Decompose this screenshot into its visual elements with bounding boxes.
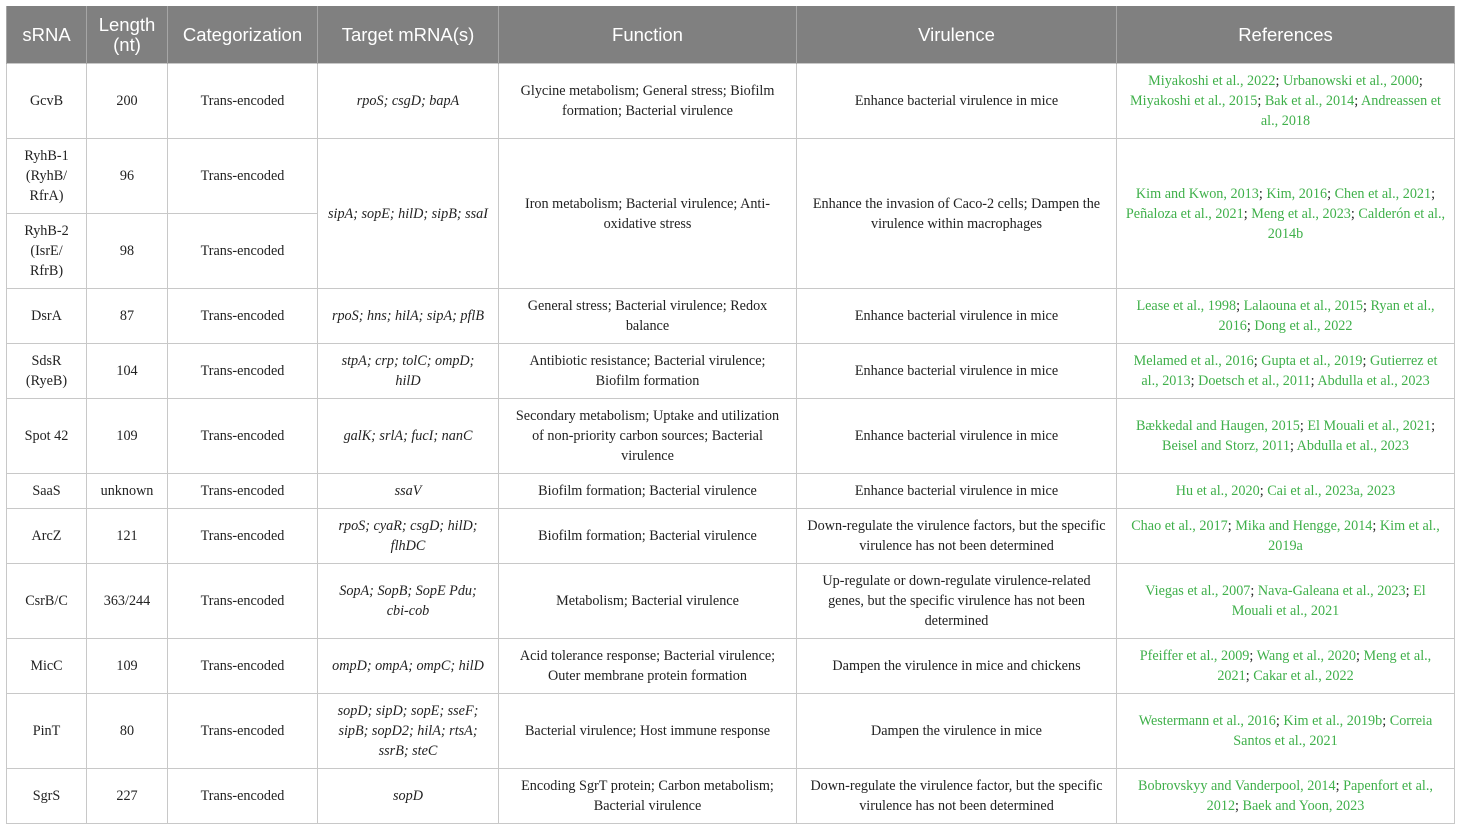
reference-link[interactable]: Peñaloza et al., 2021 [1125,205,1244,222]
table-row [7,399,1455,474]
cell-references [1117,769,1455,824]
reference-link[interactable]: Baek and Yoon, 2023 [1242,798,1365,814]
col-header-length: Length (nt) [87,6,168,64]
cell-function: Secondary metabolism; Uptake and utilization of non-priority carbon sources; Bacterial virulence [499,399,797,474]
cell-virulence: Enhance bacterial virulence in mice [797,289,1117,344]
cell-function: Metabolism; Bacterial virulence [499,564,797,639]
cell-category: Trans-encoded [168,64,318,139]
cell-function: Biofilm formation; Bacterial virulence [499,474,797,509]
cell-srna: GcvB [7,64,87,139]
reference-separator: ; [1362,353,1371,369]
col-header-targets: Target mRNA(s) [318,6,499,64]
reference-separator: ; [1275,73,1283,89]
reference-separator: ; [1250,583,1258,599]
cell-references [1117,639,1455,694]
cell-targets: galK; srlA; fucI; nanC [318,399,499,474]
cell-category: Trans-encoded [168,344,318,399]
cell-category: Trans-encoded [168,214,318,289]
cell-function: Iron metabolism; Bacterial virulence; Anti-oxidative stress [499,139,797,289]
reference-link[interactable]: Gupta et al., 2019 [1261,353,1363,369]
cell-function: Acid tolerance response; Bacterial virulence; Outer membrane protein formation [499,639,797,694]
cell-virulence: Enhance bacterial virulence in mice [797,64,1117,139]
reference-separator: ; [1350,205,1359,222]
reference-link[interactable]: Miyakoshi et al., 2022 [1148,73,1276,89]
reference-link[interactable]: Bak et al., 2014 [1264,93,1355,109]
reference-separator: ; [1431,418,1436,434]
reference-link[interactable]: Kim and Kwon, 2013 [1135,185,1259,202]
reference-link[interactable]: Beisel and Storz, 2011 [1162,438,1290,454]
reference-link[interactable]: Urbanowski et al., 2000 [1282,73,1419,89]
reference-link[interactable]: Pfeiffer et al., 2009 [1139,648,1250,664]
reference-separator: ; [1227,518,1236,534]
cell-virulence: Enhance bacterial virulence in mice [797,474,1117,509]
reference-separator: ; [1327,185,1335,202]
reference-separator: ; [1275,713,1284,729]
cell-length: 363/244 [87,564,168,639]
reference-link[interactable]: Lalaouna et al., 2015 [1243,298,1363,314]
table-row [7,509,1455,564]
reference-separator: ; [1363,298,1371,314]
reference-separator: ; [1257,93,1265,109]
cell-srna: CsrB/C [7,564,87,639]
reference-link[interactable]: Lease et al., 1998 [1136,298,1237,314]
cell-srna: SgrS [7,769,87,824]
reference-separator: ; [1382,713,1390,729]
reference-link[interactable]: Ryan et al., 2016 [1218,298,1435,334]
reference-link[interactable]: Gutierrez et al., 2013 [1141,353,1438,389]
reference-link[interactable]: El Mouali et al., 2021 [1231,583,1426,619]
reference-link[interactable]: Miyakoshi et al., 2015 [1130,93,1258,109]
reference-separator: ; [1299,418,1308,434]
cell-virulence: Dampen the virulence in mice and chickens [797,639,1117,694]
cell-srna: SdsR (RyeB) [7,344,87,399]
reference-separator: ; [1249,648,1257,664]
reference-link[interactable]: Hu et al., 2020 [1175,483,1260,499]
reference-link[interactable]: Kim et al., 2019a [1268,518,1440,554]
cell-length: 87 [87,289,168,344]
cell-virulence: Up-regulate or down-regulate virulence-related genes, but the specific virulence has not been determined [797,564,1117,639]
reference-link[interactable]: Chen et al., 2021 [1334,185,1432,202]
col-header-categorization: Categorization [168,6,318,64]
reference-link[interactable]: Abdulla et al., 2023 [1317,373,1430,389]
reference-separator: ; [1355,648,1364,664]
cell-references [1117,139,1455,289]
cell-length: 109 [87,399,168,474]
reference-separator: ; [1235,798,1243,814]
reference-link[interactable]: Bækkedal and Haugen, 2015 [1135,418,1300,434]
reference-separator: ; [1243,205,1252,222]
cell-references [1117,344,1455,399]
cell-length: 109 [87,639,168,694]
cell-category: Trans-encoded [168,639,318,694]
reference-link[interactable]: Cai et al., 2023a, 2023 [1267,483,1396,499]
cell-length: 200 [87,64,168,139]
reference-link[interactable]: Meng et al., 2023 [1251,205,1351,222]
reference-link[interactable]: Correia Santos et al., 2021 [1233,713,1433,749]
cell-length: 98 [87,214,168,289]
cell-category: Trans-encoded [168,474,318,509]
cell-length: 104 [87,344,168,399]
cell-category: Trans-encoded [168,139,318,214]
cell-category: Trans-encoded [168,399,318,474]
cell-targets: rpoS; cyaR; csgD; hilD; flhDC [318,509,499,564]
col-header-references: References [1117,6,1455,64]
reference-separator: ; [1431,185,1436,202]
cell-function: General stress; Bacterial virulence; Redox balance [499,289,797,344]
cell-srna: DsrA [7,289,87,344]
reference-link[interactable]: Chao et al., 2017 [1131,518,1228,534]
cell-function: Biofilm formation; Bacterial virulence [499,509,797,564]
reference-separator: ; [1335,778,1344,794]
cell-targets: rpoS; csgD; bapA [318,64,499,139]
cell-references [1117,694,1455,769]
cell-virulence: Enhance bacterial virulence in mice [797,399,1117,474]
cell-length: 121 [87,509,168,564]
reference-separator: ; [1190,373,1199,389]
cell-srna: SaaS [7,474,87,509]
cell-srna: PinT [7,694,87,769]
cell-srna: ArcZ [7,509,87,564]
col-header-srna: sRNA [7,6,87,64]
reference-link[interactable]: Andreassen et al., 2018 [1260,93,1441,129]
reference-link[interactable]: Abdulla et al., 2023 [1296,438,1409,454]
reference-link[interactable]: Viegas et al., 2007 [1145,583,1251,599]
cell-references [1117,399,1455,474]
cell-length: 227 [87,769,168,824]
cell-virulence: Dampen the virulence in mice [797,694,1117,769]
cell-srna: Spot 42 [7,399,87,474]
cell-category: Trans-encoded [168,509,318,564]
reference-separator: ; [1372,518,1380,534]
reference-link[interactable]: Bobrovskyy and Vanderpool, 2014 [1138,778,1336,794]
srna-table [6,6,1455,824]
cell-virulence: Enhance bacterial virulence in mice [797,344,1117,399]
cell-references [1117,564,1455,639]
reference-link[interactable]: Westermann et al., 2016 [1138,713,1276,729]
cell-length: unknown [87,474,168,509]
cell-category: Trans-encoded [168,694,318,769]
cell-virulence: Down-regulate the virulence factors, but the specific virulence has not been determined [797,509,1117,564]
reference-link[interactable]: Dong et al., 2022 [1254,318,1353,334]
table-row [7,694,1455,769]
table-row [7,289,1455,344]
reference-separator: ; [1253,353,1262,369]
reference-link[interactable]: Nava-Galeana et al., 2023 [1257,583,1406,599]
cell-function: Encoding SgrT protein; Carbon metabolism; Bacterial virulence [499,769,797,824]
reference-separator: ; [1354,93,1361,109]
reference-separator: ; [1418,73,1423,89]
cell-length: 96 [87,139,168,214]
table-row [7,64,1455,139]
cell-targets: rpoS; hns; hilA; sipA; pflB [318,289,499,344]
reference-link[interactable]: Meng et al., 2021 [1217,648,1432,684]
cell-category: Trans-encoded [168,289,318,344]
reference-separator: ; [1259,483,1268,499]
cell-references [1117,474,1455,509]
table-row [7,344,1455,399]
cell-virulence: Down-regulate the virulence factor, but the specific virulence has not been determined [797,769,1117,824]
reference-link[interactable]: Melamed et al., 2016 [1133,353,1254,369]
reference-separator: ; [1405,583,1414,599]
cell-srna: RyhB-1 (RyhB/ RfrA) [7,139,87,214]
cell-srna: RyhB-2 (IsrE/ RfrB) [7,214,87,289]
cell-targets: stpA; crp; tolC; ompD; hilD [318,344,499,399]
reference-separator: ; [1245,668,1254,684]
cell-function: Glycine metabolism; General stress; Biofilm formation; Bacterial virulence [499,64,797,139]
reference-link[interactable]: El Mouali et al., 2021 [1307,418,1432,434]
reference-link[interactable]: Calderón et al., 2014b [1267,205,1446,242]
table-row [7,564,1455,639]
reference-link[interactable]: Cakar et al., 2022 [1253,668,1354,684]
cell-function: Antibiotic resistance; Bacterial virulence; Biofilm formation [499,344,797,399]
col-header-function: Function [499,6,797,64]
cell-references [1117,64,1455,139]
cell-targets: SopA; SopB; SopE Pdu; cbi-cob [318,564,499,639]
table-row [7,769,1455,824]
reference-link[interactable]: Doetsch et al., 2011 [1198,373,1311,389]
cell-length: 80 [87,694,168,769]
reference-separator: ; [1246,318,1255,334]
table-row [7,639,1455,694]
reference-separator: ; [1289,438,1297,454]
cell-srna: MicC [7,639,87,694]
cell-function: Bacterial virulence; Host immune response [499,694,797,769]
reference-link[interactable]: Kim et al., 2019b [1283,713,1383,729]
cell-references [1117,289,1455,344]
cell-targets: sopD [318,769,499,824]
cell-virulence: Enhance the invasion of Caco-2 cells; Dampen the virulence within macrophages [797,139,1117,289]
reference-link[interactable]: Mika and Hengge, 2014 [1235,518,1373,534]
cell-targets: sopD; sipD; sopE; sseF; sipB; sopD2; hilA; rtsA; ssrB; steC [318,694,499,769]
table-row [7,474,1455,509]
reference-separator: ; [1236,298,1244,314]
reference-separator: ; [1258,185,1267,202]
col-header-virulence: Virulence [797,6,1117,64]
cell-targets: sipA; sopE; hilD; sipB; ssaI [318,139,499,289]
cell-category: Trans-encoded [168,769,318,824]
cell-targets: ssaV [318,474,499,509]
cell-category: Trans-encoded [168,564,318,639]
reference-link[interactable]: Wang et al., 2020 [1256,648,1356,664]
table-row [7,139,1455,214]
header-row [7,6,1455,64]
reference-link[interactable]: Papenfort et al., 2012 [1206,778,1433,814]
reference-separator: ; [1310,373,1318,389]
cell-references [1117,509,1455,564]
reference-link[interactable]: Kim, 2016 [1266,185,1328,202]
cell-targets: ompD; ompA; ompC; hilD [318,639,499,694]
